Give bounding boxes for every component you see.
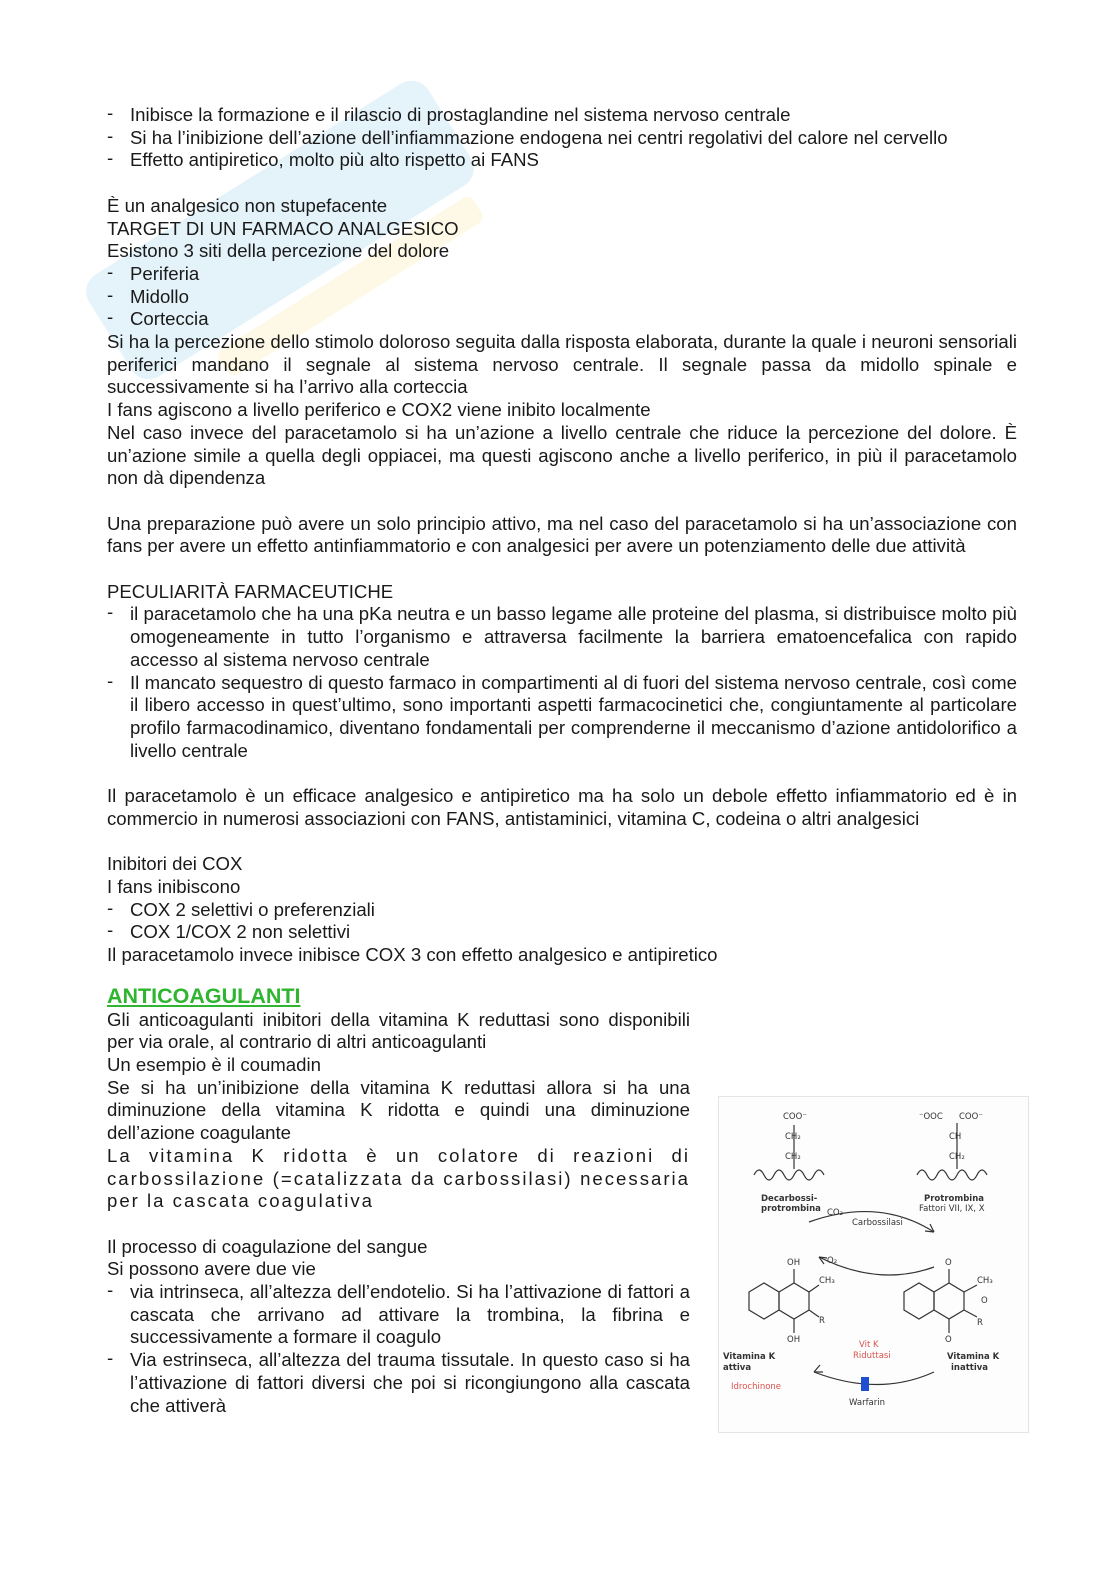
label-r-left: R <box>819 1316 825 1326</box>
cox-bullets <box>107 899 1017 944</box>
label-ch3-left: CH₃ <box>819 1276 835 1286</box>
anticoag-column <box>107 1009 690 1350</box>
list-item: - COX 1/COX 2 non selettivi <box>107 921 1017 944</box>
preparation-paragraph: Una preparazione può avere un solo principio attivo, ma nel caso del paracetamolo si ha un’associazione con fans per avere un effetto antinfiammatorio e con analgesici per avere un potenziamento delle due attività <box>107 512 1017 557</box>
coag-bullets <box>107 1281 690 1349</box>
label-coo: COO⁻ <box>783 1112 807 1122</box>
anticoag-paragraph-2: Se si ha un’inibizione della vitamina K reduttasi allora si ha una diminuzione della vitamina K ridotta e quindi una diminuzione dell’azione coagulante <box>107 1076 690 1144</box>
label-co2: CO₂ <box>827 1208 844 1218</box>
label-ch2-b: CH₂ <box>785 1152 801 1162</box>
label-o-epoxide: O <box>981 1296 988 1306</box>
list-item: - il paracetamolo che ha una pKa neutra e un basso legame alle proteine del plasma, si distribuisce molto più omogeneamente in tutto l’organismo e attraversa facilmente la barriera ematoencefalica con rapido accesso al sistema nervoso centrale <box>107 603 1017 671</box>
label-oh-top: OH <box>787 1258 801 1268</box>
label-ch2-a: CH₂ <box>785 1132 801 1142</box>
label-protro-2: Fattori VII, IX, X <box>919 1204 985 1214</box>
pharma-bullets <box>107 603 1017 762</box>
list-item: - via intrinseca, all’altezza dell’endotelio. Si ha l’attivazione di fattori a cascata che arrivano ad attivare la trombina, la fibrina e successivamente a formare il coagulo <box>107 1281 690 1349</box>
list-item: - Midollo <box>107 286 1017 309</box>
pharma-heading: PECULIARITÀ FARMACEUTICHE <box>107 580 394 602</box>
cox-intro: I fans inibiscono <box>107 875 241 897</box>
label-vitk-inactive-2: inattiva <box>951 1363 989 1373</box>
label-protro-1: Protrombina <box>924 1194 984 1204</box>
label-vitk-inactive-1: Vitamina K <box>947 1352 1000 1362</box>
label-r-right: R <box>977 1318 983 1328</box>
list-item: - Effetto antipiretico, molto più alto rispetto ai FANS <box>107 149 1017 172</box>
list-item: - Il mancato sequestro di questo farmaco in compartimenti al di fuori del sistema nervoso centrale, così come il libero accesso in quest’ultimo, sono importanti aspetti farmacocinetici che, congiuntamente al particolare profilo farmacodinamico, diventano fondamentali per comprenderne il meccanismo d’azione antidolorifico a livello centrale <box>107 672 1017 763</box>
perception-paragraph: Si ha la percezione dello stimolo doloroso seguita dalla risposta elaborata, durante la quale i neuroni sensoriali periferici mandano il segnale al sistema nervoso centrale. Il segnale passa da midollo spinale e successivamente si ha l’arrivo alla corteccia <box>107 331 1017 398</box>
label-ooc: ⁻OOC <box>919 1112 943 1122</box>
fans-line: I fans agiscono a livello periferico e COX2 viene inibito localmente <box>107 399 651 421</box>
paracetamol-paragraph: Nel caso invece del paracetamolo si ha un’azione a livello centrale che riduce la percezione del dolore. È un’azione simile a quella degli oppiacei, ma questi agiscono anche a livello periferico, in più il paracetamolo non dà dipendenza <box>107 421 1017 489</box>
coag-heading: Il processo di coagulazione del sangue <box>107 1235 428 1257</box>
cox3-line: Il paracetamolo invece inibisce COX 3 con effetto analgesico e antipiretico <box>107 943 718 965</box>
list-item: - Periferia <box>107 263 1017 286</box>
label-vitk-red-2: Riduttasi <box>853 1351 891 1361</box>
anticoag-paragraph-1: Gli anticoagulanti inibitori della vitamina K reduttasi sono disponibili per via orale, al contrario di altri anticoagulanti <box>107 1008 690 1053</box>
label-warfarin: Warfarin <box>849 1398 886 1408</box>
label-oh-bottom: OH <box>787 1335 801 1345</box>
label-coo-right: COO⁻ <box>959 1112 983 1122</box>
list-item: - COX 2 selettivi o preferenziali <box>107 899 1017 922</box>
list-item: - Via estrinseca, all’altezza del trauma tissutale. In questo caso si ha l’attivazione di fattori diversi che poi si ricongiungono alla cascata che attiverà <box>107 1349 690 1417</box>
label-vitk-red-1: Vit K <box>859 1340 879 1350</box>
label-decarb-1: Decarbossi- <box>761 1194 818 1204</box>
label-vitk-active-2: attiva <box>723 1363 752 1373</box>
coag-intro: Si possono avere due vie <box>107 1258 316 1280</box>
label-idrochinone: Idrochinone <box>731 1382 782 1392</box>
anticoag-paragraph-3: La vitamina K ridotta è un colatore di reazioni di carbossilazione (=catalizzata da carbossilasi) necessaria per la cascata coagulativa <box>107 1144 690 1212</box>
label-ch3-right: CH₃ <box>977 1276 993 1286</box>
list-item: - Corteccia <box>107 308 1017 331</box>
label-decarb-2: protrombina <box>761 1204 821 1214</box>
label-o-top: O <box>945 1258 952 1268</box>
vitamin-k-cycle-figure <box>718 1096 1029 1433</box>
intro-bullets <box>107 104 1017 172</box>
label-carbox: Carbossilasi <box>852 1218 903 1228</box>
sites-intro: Esistono 3 siti della percezione del dolore <box>107 240 450 262</box>
label-ch2-c: CH₂ <box>949 1152 965 1162</box>
label-ch: CH <box>949 1132 962 1142</box>
cox-heading: Inibitori dei COX <box>107 853 243 875</box>
section-title-anticoagulanti: ANTICOAGULANTI <box>107 983 301 1008</box>
sites-list <box>107 263 1017 331</box>
list-item: - Si ha l’inibizione dell’azione dell’infiammazione endogena nei centri regolativi del calore nel cervello <box>107 127 1017 150</box>
warfarin-block-icon <box>861 1377 869 1391</box>
list-item: - Inibisce la formazione e il rilascio di prostaglandine nel sistema nervoso centrale <box>107 104 1017 127</box>
target-heading: TARGET DI UN FARMACO ANALGESICO <box>107 217 459 239</box>
efficacy-paragraph: Il paracetamolo è un efficace analgesico e antipiretico ma ha solo un debole effetto infiammatorio ed è in commercio in numerosi associazioni con FANS, antistaminici, vitamina C, codeina o altri analgesici <box>107 785 1017 829</box>
analgesic-line: È un analgesico non stupefacente <box>107 194 388 216</box>
label-o-bottom: O <box>945 1335 952 1345</box>
label-vitk-active-1: Vitamina K <box>723 1352 776 1362</box>
anticoag-example: Un esempio è il coumadin <box>107 1054 321 1076</box>
label-o2: O₂ <box>827 1256 838 1266</box>
